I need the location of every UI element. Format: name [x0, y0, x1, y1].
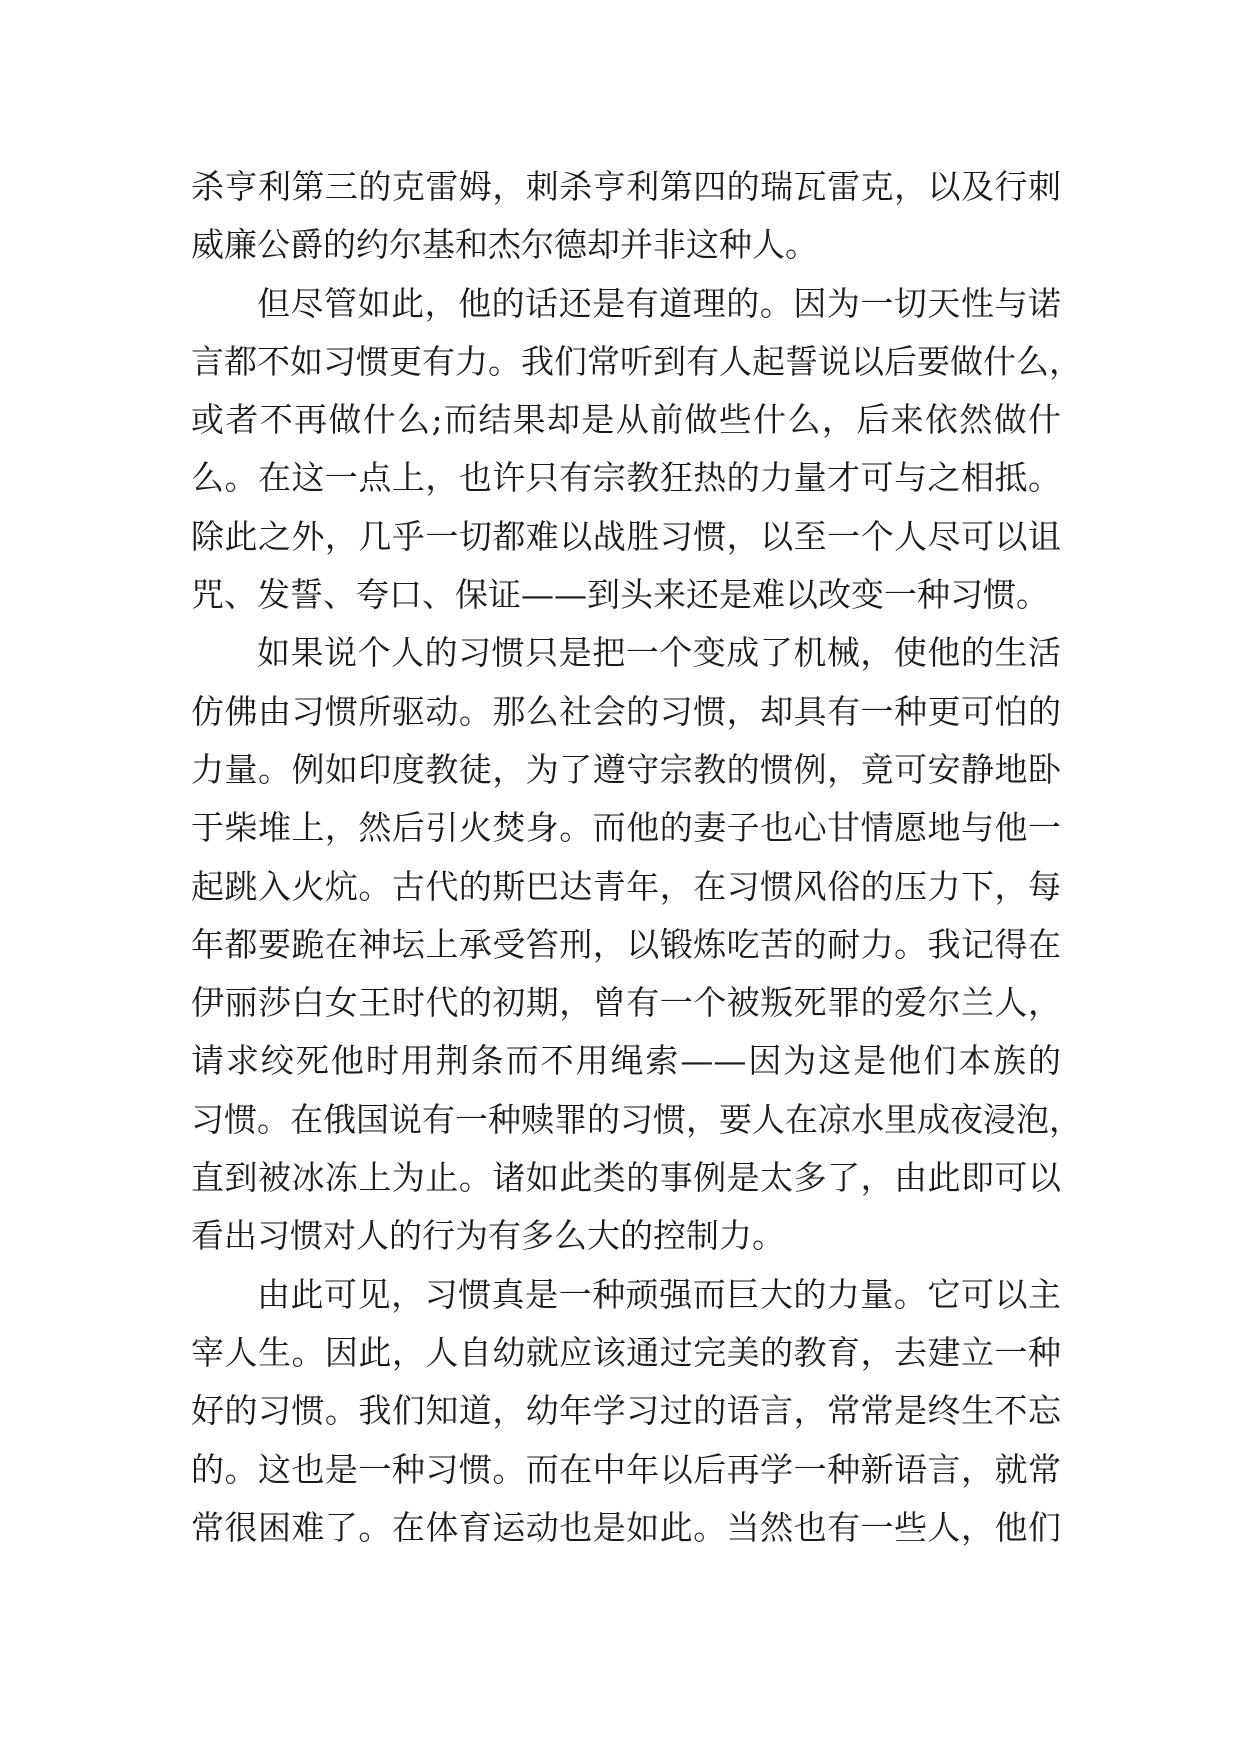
text-line: 年都要跪在神坛上承受笞刑，以锻炼吃苦的耐力。我记得在 [191, 924, 1061, 964]
text-line: 杀亨利第三的克雷姆，刺杀亨利第四的瑞瓦雷克，以及行刺 [191, 167, 1061, 206]
text-line: 咒、发誓、夸口、保证——到头来还是难以改变一种习惯。 [191, 575, 1049, 615]
text-line: 习惯。在俄国说有一种赎罪的习惯，要人在凉水里成夜浸泡， [191, 1099, 1082, 1139]
text-line: 但尽管如此，他的话还是有道理的。因为一切天性与诺 [257, 283, 1061, 323]
text-line: 看出习惯对人的行为有多么大的控制力。 [191, 1216, 785, 1256]
text-line: 直到被冰冻上为止。诸如此类的事例是太多了，由此即可以 [191, 1158, 1061, 1198]
text-line: 于柴堆上，然后引火焚身。而他的妻子也心甘情愿地与他一 [191, 808, 1061, 848]
text-line: 由此可见，习惯真是一种顽强而巨大的力量。它可以主 [257, 1274, 1061, 1314]
text-line: 仿佛由习惯所驱动。那么社会的习惯，却具有一种更可怕的 [191, 691, 1061, 731]
text-line: 言都不如习惯更有力。我们常听到有人起誓说以后要做什么， [191, 341, 1082, 381]
text-line: 起跳入火炕。古代的斯巴达青年，在习惯风俗的压力下，每 [191, 866, 1061, 906]
text-line: 请求绞死他时用荆条而不用绳索——因为这是他们本族的 [191, 1041, 1061, 1081]
body-text [191, 158, 1082, 1557]
text-line: 或者不再做什么;而结果却是从前做些什么，后来依然做什 [191, 400, 1061, 440]
text-line: 如果说个人的习惯只是把一个变成了机械，使他的生活 [257, 633, 1061, 673]
text-line: 宰人生。因此，人自幼就应该通过完美的教育，去建立一种 [191, 1332, 1061, 1372]
text-line: 么。在这一点上，也许只有宗教狂热的力量才可与之相抵。 [191, 458, 1061, 498]
text-line: 力量。例如印度教徒，为了遵守宗教的惯例，竟可安静地卧 [191, 749, 1061, 789]
text-line: 的。这也是一种习惯。而在中年以后再学一种新语言，就常 [191, 1449, 1061, 1489]
text-line: 威廉公爵的约尔基和杰尔德却并非这种人。 [191, 225, 818, 265]
text-line: 好的习惯。我们知道，幼年学习过的语言，常常是终生不忘 [191, 1391, 1061, 1431]
text-line: 常很困难了。在体育运动也是如此。当然也有一些人，他们 [191, 1507, 1061, 1547]
text-line: 伊丽莎白女王时代的初期，曾有一个被叛死罪的爱尔兰人， [191, 983, 1061, 1023]
text-line: 除此之外，几乎一切都难以战胜习惯，以至一个人尽可以诅 [191, 516, 1061, 556]
